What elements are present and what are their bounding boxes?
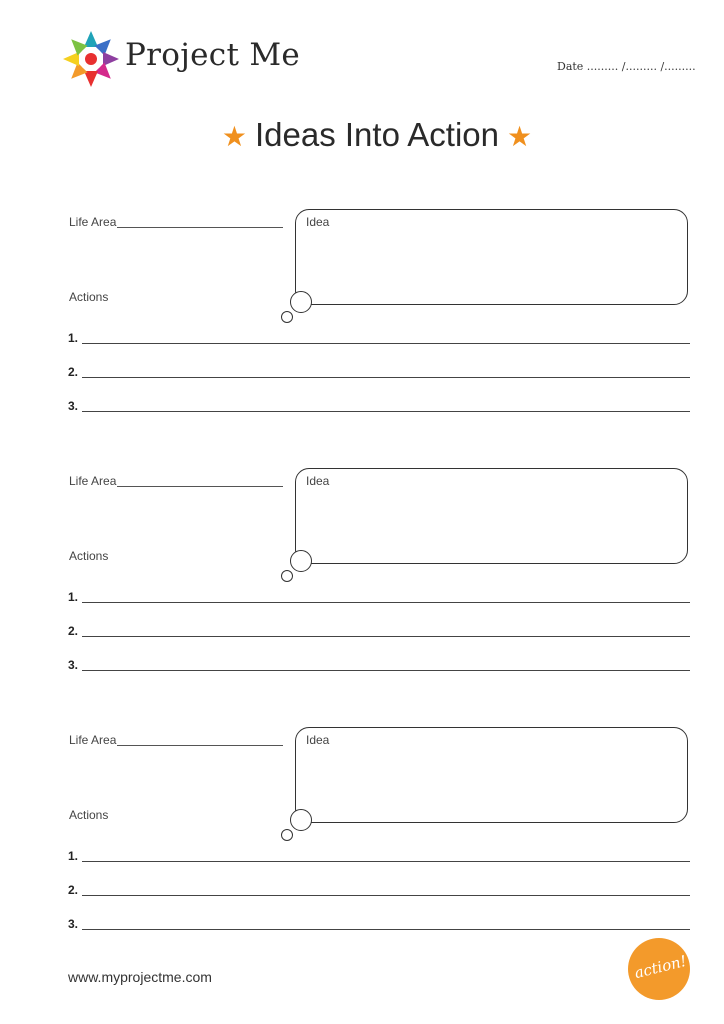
life-area-label: Life Area bbox=[69, 474, 117, 488]
idea-section-3 bbox=[0, 727, 724, 967]
actions-label: Actions bbox=[69, 290, 109, 304]
idea-section-1 bbox=[0, 209, 724, 449]
idea-label: Idea bbox=[306, 215, 330, 229]
actions-label: Actions bbox=[69, 808, 109, 822]
action-line[interactable] bbox=[82, 895, 690, 896]
action-line[interactable] bbox=[82, 411, 690, 412]
action-number: 2. bbox=[68, 624, 79, 638]
page-title-text: Ideas Into Action bbox=[254, 116, 499, 153]
action-number: 3. bbox=[68, 917, 79, 931]
action-line[interactable] bbox=[82, 343, 690, 344]
idea-section-2 bbox=[0, 468, 724, 708]
thought-bubble-small-icon bbox=[281, 311, 293, 323]
brand-name: Project Me bbox=[125, 37, 301, 73]
life-area-field[interactable] bbox=[117, 486, 283, 487]
idea-box[interactable] bbox=[295, 727, 688, 823]
date-field[interactable]: Date ......... /......... /......... bbox=[557, 60, 696, 73]
action-line[interactable] bbox=[82, 602, 690, 603]
idea-box[interactable] bbox=[295, 468, 688, 564]
action-line[interactable] bbox=[82, 670, 690, 671]
action-number: 2. bbox=[68, 365, 79, 379]
thought-bubble-icon bbox=[290, 809, 312, 831]
idea-label: Idea bbox=[306, 474, 330, 488]
action-number: 1. bbox=[68, 849, 79, 863]
action-line[interactable] bbox=[82, 861, 690, 862]
website-url: www.myprojectme.com bbox=[68, 969, 212, 985]
life-area-field[interactable] bbox=[117, 227, 283, 228]
action-number: 2. bbox=[68, 883, 79, 897]
thought-bubble-small-icon bbox=[281, 829, 293, 841]
action-line[interactable] bbox=[82, 377, 690, 378]
action-number: 1. bbox=[68, 331, 79, 345]
page-title bbox=[0, 116, 724, 154]
action-badge bbox=[628, 938, 690, 1000]
action-number: 3. bbox=[68, 399, 79, 413]
life-area-label: Life Area bbox=[69, 733, 117, 747]
star-icon: ★ bbox=[507, 121, 533, 152]
thought-bubble-icon bbox=[290, 291, 312, 313]
life-area-label: Life Area bbox=[69, 215, 117, 229]
idea-label: Idea bbox=[306, 733, 330, 747]
idea-box[interactable] bbox=[295, 209, 688, 305]
action-number: 3. bbox=[68, 658, 79, 672]
action-badge-text: action! bbox=[632, 951, 689, 983]
star-icon: ★ bbox=[221, 121, 247, 152]
action-number: 1. bbox=[68, 590, 79, 604]
actions-label: Actions bbox=[69, 549, 109, 563]
thought-bubble-small-icon bbox=[281, 570, 293, 582]
thought-bubble-icon bbox=[290, 550, 312, 572]
flower-logo-icon bbox=[62, 30, 120, 88]
life-area-field[interactable] bbox=[117, 745, 283, 746]
action-line[interactable] bbox=[82, 636, 690, 637]
action-line[interactable] bbox=[82, 929, 690, 930]
